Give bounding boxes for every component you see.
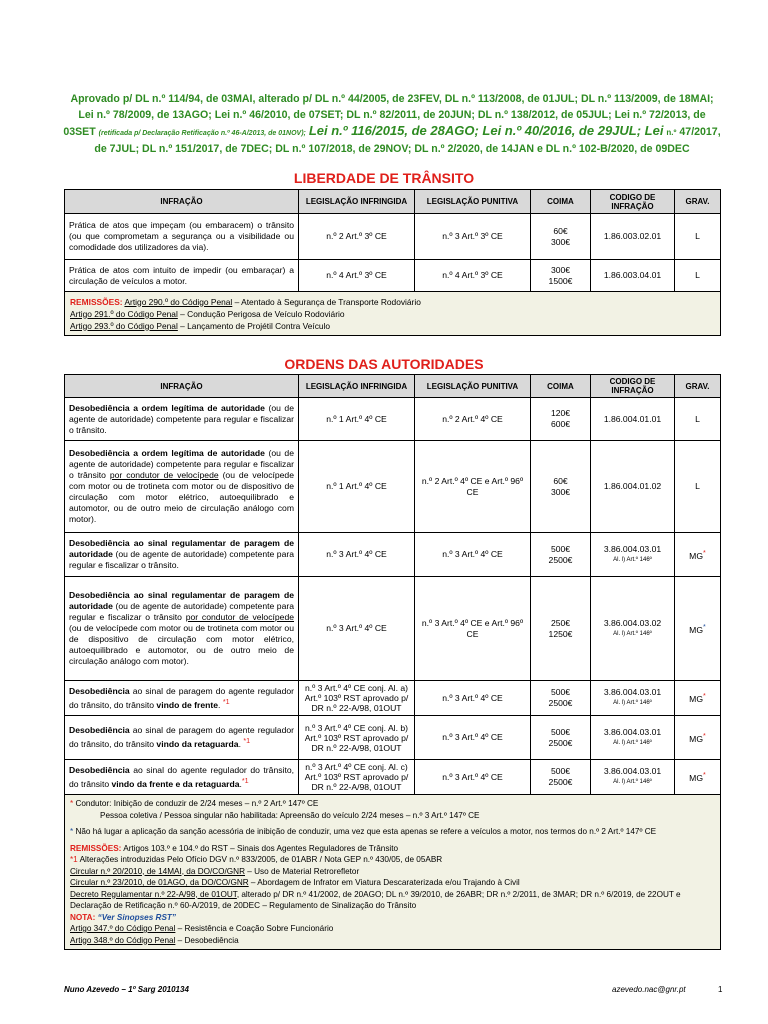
infracao-text: (ou de agente de autoridade) competente para regular e fiscalizar o trânsito: [69, 601, 294, 622]
coima-max: 2500€: [548, 737, 573, 748]
infracao-text: .: [239, 778, 242, 789]
codigo-sub: Al. l) Art.º 146º: [613, 700, 652, 706]
coima-min: 60€: [553, 225, 568, 236]
link-codigo-penal-347[interactable]: Artigo 347.º do Código Penal: [70, 924, 176, 933]
header-part2: (retificada p/ Declaração Retificação n.º 46-A/2013, de 01NOV);: [98, 130, 306, 137]
cell-leg-inf: n.º 4 Art.º 3º CE: [299, 260, 415, 292]
infracao-text: .: [238, 738, 244, 749]
col-leg-infringida: LEGISLAÇÃO INFRINGIDA: [299, 190, 415, 214]
link-codigo-penal-290[interactable]: Artigo 290.º do Código Penal: [124, 296, 233, 307]
section-title-ordens: ORDENS DAS AUTORIDADES: [284, 356, 484, 372]
cell-coima: [531, 260, 591, 292]
cell-grav: [675, 533, 721, 577]
table-row: [65, 533, 721, 577]
cell-infracao: [65, 577, 299, 681]
cell-infracao: Prática de atos que impeçam (ou embaracem) o trânsito (ou que comprometam a segurança ou a visibilidade ou comodidade dos utilizadores da via).: [65, 214, 299, 260]
remissao-text: , alterado p/ DR n.º 41/2002, de 20AGO; DL n.º 39/2010, de 26ABR; DR n.º 2/2011, de 3MAR; DR n.º 6/2019, de 22OUT e Declaração de Retificação n.º 60-A/2019, de 20DEC – Regulamento de Sinalização do Trânsito: [70, 889, 681, 910]
infracao-mark: *1: [222, 697, 230, 706]
table-ordens: [64, 374, 721, 950]
cell-grav: L: [675, 398, 721, 441]
table-row: [65, 398, 721, 441]
coima-min: 500€: [550, 543, 571, 554]
notes-cell: [65, 795, 721, 950]
cell-leg-pun: n.º 3 Art.º 3º CE: [415, 214, 531, 260]
cell-leg-pun: n.º 2 Art.º 4º CE e Art.º 96º CE: [415, 441, 531, 533]
remissao-text: Alterações introduzidas Pelo Ofício DGV n.º 833/2005, de 01ABR / Nota GEP n.º 430/05, de 05ABR: [77, 855, 443, 864]
col-grav: GRAV.: [675, 375, 721, 398]
infracao-bold: vindo de frente: [156, 699, 219, 710]
infracao-text: (ou de agente de autoridade) competente para regular e fiscalizar o trânsito.: [69, 402, 294, 435]
cell-leg-pun: n.º 3 Art.º 4º CE: [415, 533, 531, 577]
cell-coima: [531, 681, 591, 716]
remissao-text: – Lançamento de Projétil Contra Veículo: [177, 320, 331, 331]
grav-mark: *: [703, 771, 706, 780]
coima-max: 1250€: [548, 628, 573, 639]
cell-coima: [531, 441, 591, 533]
link-circular-23-2010[interactable]: Circular n.º 23/2010, de 01AGO, da DO/CO/GNR: [70, 878, 249, 887]
legislation-header: [62, 92, 722, 157]
table-row: [65, 441, 721, 533]
cell-grav: [675, 681, 721, 716]
coima-min: 120€: [550, 408, 571, 418]
note-mark: *: [70, 799, 74, 808]
cell-grav: L: [675, 214, 721, 260]
coima-min: 500€: [550, 766, 571, 776]
cell-codigo: 1.86.003.02.01: [591, 214, 675, 260]
cell-coima: [531, 577, 591, 681]
cell-codigo: 1.86.004.01.02: [591, 441, 675, 533]
grav-value: MG: [689, 693, 704, 704]
infracao-text: ao sinal de paragem do agente regulador do trânsito, do trânsito: [69, 725, 294, 749]
notes-row: [65, 795, 721, 950]
col-grav: GRAV.: [675, 190, 721, 214]
coima-min: 60€: [553, 475, 568, 486]
header-part4: n.º: [666, 128, 677, 137]
header-part1: Aprovado p/ DL n.º 114/94, de 03MAI, alterado p/ DL n.º 44/2005, de 23FEV, DL n.º 113/2008, de 01JUL; DL n.º 113/2009, de 18MAI; Lei n.º 78/2009, de 13AGO; Lei n.º 46/2010, de 07SET; DL n.º 82/2011, de 20JUN; DL n.º 138/2012, de 05JUL; Lei n.º 72/2013, de 03SET: [63, 93, 714, 138]
note-text: Pessoa coletiva / Pessoa singular não habilitada: Apreensão do veículo 2/24 meses – n.º 3 Art.º 147º CE: [100, 810, 480, 820]
cell-leg-pun: n.º 3 Art.º 4º CE: [415, 760, 531, 795]
cell-leg-inf: n.º 1 Art.º 4º CE: [299, 441, 415, 533]
cell-leg-pun: n.º 2 Art.º 4º CE: [415, 398, 531, 441]
cell-infracao: [65, 441, 299, 533]
link-decreto-regulamentar[interactable]: Decreto Regulamentar n.º 22-A/98, de 01OUT: [70, 889, 237, 899]
cell-codigo: [591, 716, 675, 760]
infracao-bold: Desobediência a ordem legítima de autoridade: [69, 448, 265, 458]
cell-leg-inf: n.º 3 Art.º 4º CE conj. Al. a) Art.º 103º RST aprovado p/ DR n.º 22-A/98, 01OUT: [299, 681, 415, 716]
codigo-value: 3.86.004.03.02: [603, 617, 662, 628]
cell-codigo: 1.86.003.04.01: [591, 260, 675, 292]
col-coima: COIMA: [531, 190, 591, 214]
table-row: [65, 681, 721, 716]
cell-infracao: Prática de atos com intuito de impedir (ou embaraçar) a circulação de veículos a motor.: [65, 260, 299, 292]
table-liberdade: [64, 189, 721, 336]
coima-max: 2500€: [548, 698, 573, 708]
infracao-bold: Desobediência ao sinal regulamentar de paragem de autoridade: [69, 538, 294, 559]
cell-leg-pun: n.º 3 Art.º 4º CE: [415, 716, 531, 760]
infracao-bold: Desobediência: [69, 725, 130, 736]
remissao-text: – Desobediência: [175, 935, 239, 945]
page-number: 1: [718, 985, 723, 994]
coima-max: 2500€: [548, 554, 573, 565]
remissao-text: – Atentado à Segurança de Transporte Rodoviário: [232, 296, 421, 307]
coima-min: 300€: [550, 264, 571, 275]
remissao-text: Artigos 103.º e 104.º do RST – Sinais dos Agentes Reguladores de Trânsito: [121, 843, 399, 853]
cell-codigo: 1.86.004.01.01: [591, 398, 675, 441]
coima-min: 250€: [550, 617, 571, 628]
grav-mark: *: [703, 548, 706, 557]
remissao-text: – Uso de Material Retrorefletor: [245, 866, 360, 876]
cell-infracao: [65, 533, 299, 577]
infracao-underline: por condutor de velocípede: [109, 470, 219, 480]
cell-grav: [675, 577, 721, 681]
infracao-bold: vindo da frente e da retaguarda: [111, 778, 240, 789]
grav-mark: *: [703, 622, 706, 631]
infracao-text: .: [218, 699, 223, 710]
cell-grav: [675, 716, 721, 760]
remissoes-row: [65, 292, 721, 336]
cell-codigo: [591, 577, 675, 681]
remissoes-label: REMISSÕES:: [70, 296, 123, 307]
codigo-sub: Al. l) Art.º 146º: [613, 779, 652, 785]
cell-coima: [531, 716, 591, 760]
col-infracao: INFRAÇÃO: [65, 190, 299, 214]
table-header-row: [65, 190, 721, 214]
infracao-mark: *1: [243, 737, 251, 746]
coima-min: 500€: [550, 687, 571, 697]
col-codigo: CODIGO DE INFRAÇÃO: [591, 375, 675, 398]
cell-infracao: [65, 398, 299, 441]
infracao-text: ao sinal de paragem do agente regulador do trânsito, do trânsito: [69, 685, 294, 710]
cell-coima: [531, 398, 591, 441]
cell-grav: [675, 760, 721, 795]
header-part5: 47/2017, de 7JUL; DL n.º 151/2017, de 7DEC; DL n.º 107/2018, de 29NOV; DL n.º 2/2020, de 14JAN e DL n.º 102-B/2020, de 09DEC: [94, 126, 721, 155]
cell-coima: [531, 214, 591, 260]
table-header-row: [65, 375, 721, 398]
cell-grav: L: [675, 260, 721, 292]
nota-label: NOTA:: [70, 912, 96, 922]
link-codigo-penal-291[interactable]: Artigo 291.º do Código Penal: [70, 308, 178, 319]
link-codigo-penal-293[interactable]: Artigo 293.º do Código Penal: [70, 320, 178, 331]
note-text: Não há lugar a aplicação da sanção acessória de inibição de conduzir, uma vez que esta apenas se refere a veículos a motor, nos termos do n.º 2 Art.º 147º CE: [73, 827, 657, 836]
section-title-liberdade: LIBERDADE DE TRÂNSITO: [293, 170, 475, 186]
remissao-text: – Abordagem de Infrator em Viatura Descaraterizada e/ou Trajando à Civil: [248, 878, 520, 887]
cell-leg-inf: n.º 1 Art.º 4º CE: [299, 398, 415, 441]
remissao-text: – Condução Perigosa de Veículo Rodoviário: [177, 308, 345, 319]
cell-leg-pun: n.º 3 Art.º 4º CE e Art.º 96º CE: [415, 577, 531, 681]
note-mark: *: [70, 827, 74, 836]
infracao-text: (ou de velocípede com motor ou de trotineta com motor ou de dispositivo de circulação com motor elétrico, autoequilibrado e automotor, ou de outro meio de circulação análogo com motor).: [69, 470, 294, 524]
cell-leg-inf: n.º 3 Art.º 4º CE conj. Al. c) Art.º 103º RST aprovado p/ DR n.º 22-A/98, 01OUT: [299, 760, 415, 795]
infracao-bold: vindo da retaguarda: [156, 738, 239, 749]
coima-max: 600€: [550, 419, 571, 429]
codigo-value: 3.86.004.03.01: [603, 726, 662, 737]
infracao-text: (ou de agente de autoridade) competente para regular e fiscalizar o trânsito: [69, 448, 294, 480]
link-circular-20-2010[interactable]: Circular n.º 20/2010, de 14MAI, da DO/CO/GNR: [70, 866, 245, 876]
cell-coima: [531, 760, 591, 795]
coima-max: 1500€: [548, 275, 573, 286]
cell-infracao: [65, 760, 299, 795]
cell-codigo: [591, 760, 675, 795]
cell-grav: L: [675, 441, 721, 533]
cell-leg-inf: n.º 3 Art.º 4º CE: [299, 533, 415, 577]
header-part3: Lei n.º 116/2015, de 28AGO; Lei n.º 40/2016, de 29JUL; Lei: [308, 123, 664, 138]
col-leg-infringida: LEGISLAÇÃO INFRINGIDA: [299, 375, 415, 398]
infracao-bold: Desobediência ao sinal regulamentar de paragem de autoridade: [69, 590, 294, 611]
cell-leg-inf: n.º 3 Art.º 4º CE: [299, 577, 415, 681]
codigo-value: 3.86.004.03.01: [603, 687, 662, 697]
grav-value: MG: [689, 624, 704, 635]
infracao-underline: por condutor de velocípede: [185, 612, 295, 622]
footer-email[interactable]: azevedo.nac@gnr.pt: [612, 985, 686, 994]
col-infracao: INFRAÇÃO: [65, 375, 299, 398]
infracao-mark: *1: [241, 776, 249, 785]
codigo-sub: Al. l) Art.º 146º: [613, 630, 652, 637]
remissoes-label: REMISSÕES:: [70, 843, 122, 853]
remissao-text: – Resistência e Coação Sobre Funcionário: [175, 924, 334, 933]
table-row: [65, 577, 721, 681]
coima-min: 500€: [550, 726, 571, 737]
grav-value: MG: [689, 733, 704, 744]
codigo-sub: Al. l) Art.º 146º: [613, 556, 652, 563]
cell-codigo: [591, 533, 675, 577]
col-leg-punitiva: LEGISLAÇÃO PUNITIVA: [415, 190, 531, 214]
note-mark: *1: [70, 855, 78, 864]
grav-value: MG: [689, 772, 704, 783]
coima-max: 300€: [550, 236, 571, 247]
infracao-bold: Desobediência: [69, 685, 130, 696]
footer-author: Nuno Azevedo – 1º Sarg 2010134: [64, 985, 189, 994]
infracao-bold: Desobediência a ordem legítima de autoridade: [69, 402, 265, 413]
grav-mark: *: [703, 692, 706, 701]
table-row: [65, 260, 721, 292]
nota-text: “Ver Sinopses RST”: [95, 912, 177, 922]
grav-value: MG: [689, 550, 704, 561]
cell-leg-pun: n.º 3 Art.º 4º CE: [415, 681, 531, 716]
cell-leg-inf: n.º 2 Art.º 3º CE: [299, 214, 415, 260]
cell-coima: [531, 533, 591, 577]
table-row: [65, 716, 721, 760]
grav-mark: *: [703, 731, 706, 740]
table-row: [65, 760, 721, 795]
codigo-sub: Al. l) Art.º 146º: [613, 739, 652, 746]
link-codigo-penal-348[interactable]: Artigo 348.º do Código Penal: [70, 935, 176, 945]
col-leg-punitiva: LEGISLAÇÃO PUNITIVA: [415, 375, 531, 398]
coima-max: 300€: [550, 486, 571, 497]
cell-infracao: [65, 716, 299, 760]
codigo-value: 3.86.004.03.01: [603, 543, 662, 554]
infracao-bold: Desobediência: [69, 764, 130, 775]
cell-leg-pun: n.º 4 Art.º 3º CE: [415, 260, 531, 292]
infracao-text: (ou de agente de autoridade) competente para regular e fiscalizar o trânsito.: [69, 549, 294, 570]
note-text: Condutor: Inibição de conduzir de 2/24 meses – n.º 2 Art.º 147º CE: [73, 799, 319, 808]
cell-leg-inf: n.º 3 Art.º 4º CE conj. Al. b) Art.º 103º RST aprovado p/ DR n.º 22-A/98, 01OUT: [299, 716, 415, 760]
cell-infracao: [65, 681, 299, 716]
col-codigo: CODIGO DE INFRAÇÃO: [591, 190, 675, 214]
infracao-text: ao sinal do agente regulador do trânsito, do trânsito: [69, 764, 294, 789]
infracao-text: (ou de velocípede com motor ou de trotineta com motor ou de dispositivo de circulação com motor elétrico, autoequilibrado e automotor, ou de outro meio de circulação análogo com motor).: [69, 623, 294, 666]
remissoes-cell: [65, 292, 721, 336]
coima-max: 2500€: [548, 777, 573, 787]
codigo-value: 3.86.004.03.01: [603, 766, 662, 776]
col-coima: COIMA: [531, 375, 591, 398]
cell-codigo: [591, 681, 675, 716]
table-row: [65, 214, 721, 260]
